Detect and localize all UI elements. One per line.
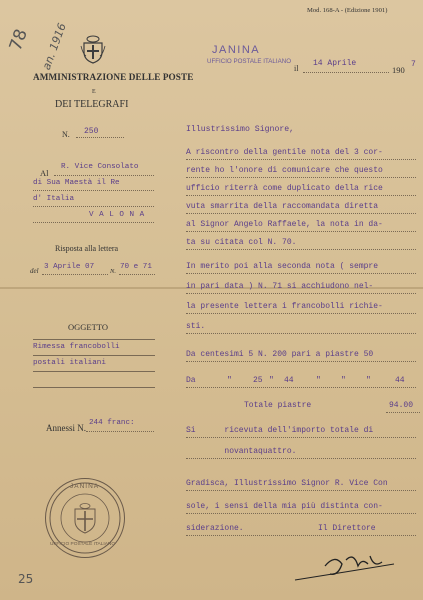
pencil-number: 78 <box>5 26 32 54</box>
body-line-7: In merito poi alla seconda nota ( sempre <box>186 262 379 271</box>
closing-dots-1 <box>186 437 416 438</box>
pencil-year: an. 1916 <box>39 21 69 72</box>
body-line-1: A riscontro della gentile nota del 3 cor- <box>186 148 383 157</box>
attachments-dots <box>86 431 154 432</box>
reply-del-label: del <box>30 267 39 275</box>
body-line-6: ta su citata col N. 70. <box>186 238 297 247</box>
body-line-4: vuta smarrita della raccomandata diretta <box>186 202 379 211</box>
body-line-10: sti. <box>186 322 206 331</box>
body-dots-2 <box>186 177 416 178</box>
coat-of-arms-emblem <box>80 34 106 64</box>
calc-row-2-quote-2: " <box>269 376 274 385</box>
attachments-label: Annessi N. <box>46 423 86 433</box>
body-dots-5 <box>186 231 416 232</box>
calc-row-2-value: 25 <box>253 376 263 385</box>
reply-n-dots <box>119 274 155 275</box>
closing-line-2: novantaquattro. <box>186 447 297 456</box>
body-line-5: al Signor Angelo Raffaele, la nota in da- <box>186 220 383 229</box>
calc-row-2-quote-1: " <box>227 376 232 385</box>
attachments-value: 244 franc: <box>89 419 135 427</box>
seal-text-bottom: UFFICIO POSTALE ITALIANO <box>50 542 116 547</box>
calc-row-2-quote-3: " <box>316 376 321 385</box>
office-stamp-subtitle: UFFICIO POSTALE ITALIANO <box>207 58 292 65</box>
closing-line-3: Gradisca, Illustrissimo Signor R. Vice Con <box>186 479 388 488</box>
calc-dots-2 <box>186 387 416 388</box>
closing-dots-5 <box>186 535 416 536</box>
closing-line-5: siderazione. <box>186 524 244 533</box>
body-dots-7 <box>186 273 416 274</box>
closing-dots-4 <box>186 513 416 514</box>
reply-del-value: 3 Aprile 07 <box>44 263 95 271</box>
seal-text-top: JANINA <box>70 483 100 490</box>
body-line-9: la presente lettera i francobolli richie- <box>186 302 383 311</box>
telegraphs-title: DEI TELEGRAFI <box>55 99 129 110</box>
subject-line-2: postali italiani <box>33 359 106 367</box>
date-dots <box>303 72 389 73</box>
form-model: Mod. 168-A - (Edizione 1901) <box>307 7 388 14</box>
ministry-connector: E <box>92 89 96 95</box>
subject-line-1: Rimessa francobolli <box>33 343 120 351</box>
body-dots-6 <box>186 249 416 250</box>
subject-rule-2 <box>33 355 155 356</box>
total-value: 94.00 <box>389 401 414 410</box>
calc-row-2-count: 44 <box>284 376 294 385</box>
reply-label: Risposta alla lettera <box>55 244 119 253</box>
body-line-2: rente ho l'onore di comunicare che questo <box>186 166 383 175</box>
protocol-n-value: 250 <box>84 127 99 136</box>
date-value: 14 Aprile <box>313 59 357 68</box>
protocol-n-label: N. <box>62 130 70 139</box>
closing-line-1: Si ricevuta dell'importo totale di <box>186 426 374 435</box>
subject-rule-1 <box>33 339 155 340</box>
recipient-dots-3 <box>33 206 154 207</box>
subject-rule-4 <box>33 387 155 388</box>
date-il-label: il <box>294 64 299 73</box>
year-prefix: 190 <box>392 65 405 75</box>
body-dots-10 <box>186 333 416 334</box>
closing-line-4: sole, i sensi della mia più distinta con- <box>186 502 383 511</box>
calc-dots-1 <box>186 361 416 362</box>
calc-row-2-da: Da <box>186 376 196 385</box>
protocol-n-dots <box>76 137 124 138</box>
office-stamp-city: JANINA <box>212 44 261 56</box>
recipient-dots-2 <box>33 190 154 191</box>
year-digit: 7 <box>411 60 416 69</box>
closing-dots-2 <box>186 458 416 459</box>
recipient-al-label: Al <box>40 168 49 178</box>
recipient-dots-4 <box>33 222 154 223</box>
reply-n-label: N. <box>110 268 116 275</box>
body-line-8: in pari data ) N. 71 si acchiudono nel- <box>186 282 374 291</box>
calc-row-2-quote-5: " <box>366 376 371 385</box>
recipient-line-1: R. Vice Consolato <box>61 163 139 171</box>
total-label: Totale piastre <box>244 401 312 410</box>
reply-del-dots <box>42 274 108 275</box>
body-dots-3 <box>186 195 416 196</box>
subject-rule-3 <box>33 371 155 372</box>
salutation: Illustrissimo Signore, <box>186 125 295 134</box>
closing-dots-3 <box>186 490 416 491</box>
ministry-title: AMMINISTRAZIONE DELLE POSTE <box>33 72 194 82</box>
reply-n-value: 70 e 71 <box>120 263 152 271</box>
pencil-bottom-note: 25 <box>18 572 34 586</box>
recipient-line-3: d' Italia <box>33 195 75 203</box>
calc-row-2-result: 44 <box>395 376 405 385</box>
body-line-3: ufficio riterrà come duplicato della rice <box>186 184 383 193</box>
signature-title: Il Direttore <box>318 524 376 533</box>
calc-row-1: Da centesimi 5 N. 200 pari a piastre 50 <box>186 350 374 359</box>
recipient-city: V A L O N A <box>89 211 145 219</box>
body-dots-1 <box>186 159 416 160</box>
body-dots-4 <box>186 213 416 214</box>
body-dots-8 <box>186 293 416 294</box>
recipient-dots-1 <box>54 175 154 176</box>
calc-row-2-quote-4: " <box>341 376 346 385</box>
total-dots <box>386 412 420 413</box>
subject-label: OGGETTO <box>68 322 108 332</box>
recipient-line-2: di Sua Maestà il Re <box>33 179 120 187</box>
body-dots-9 <box>186 313 416 314</box>
